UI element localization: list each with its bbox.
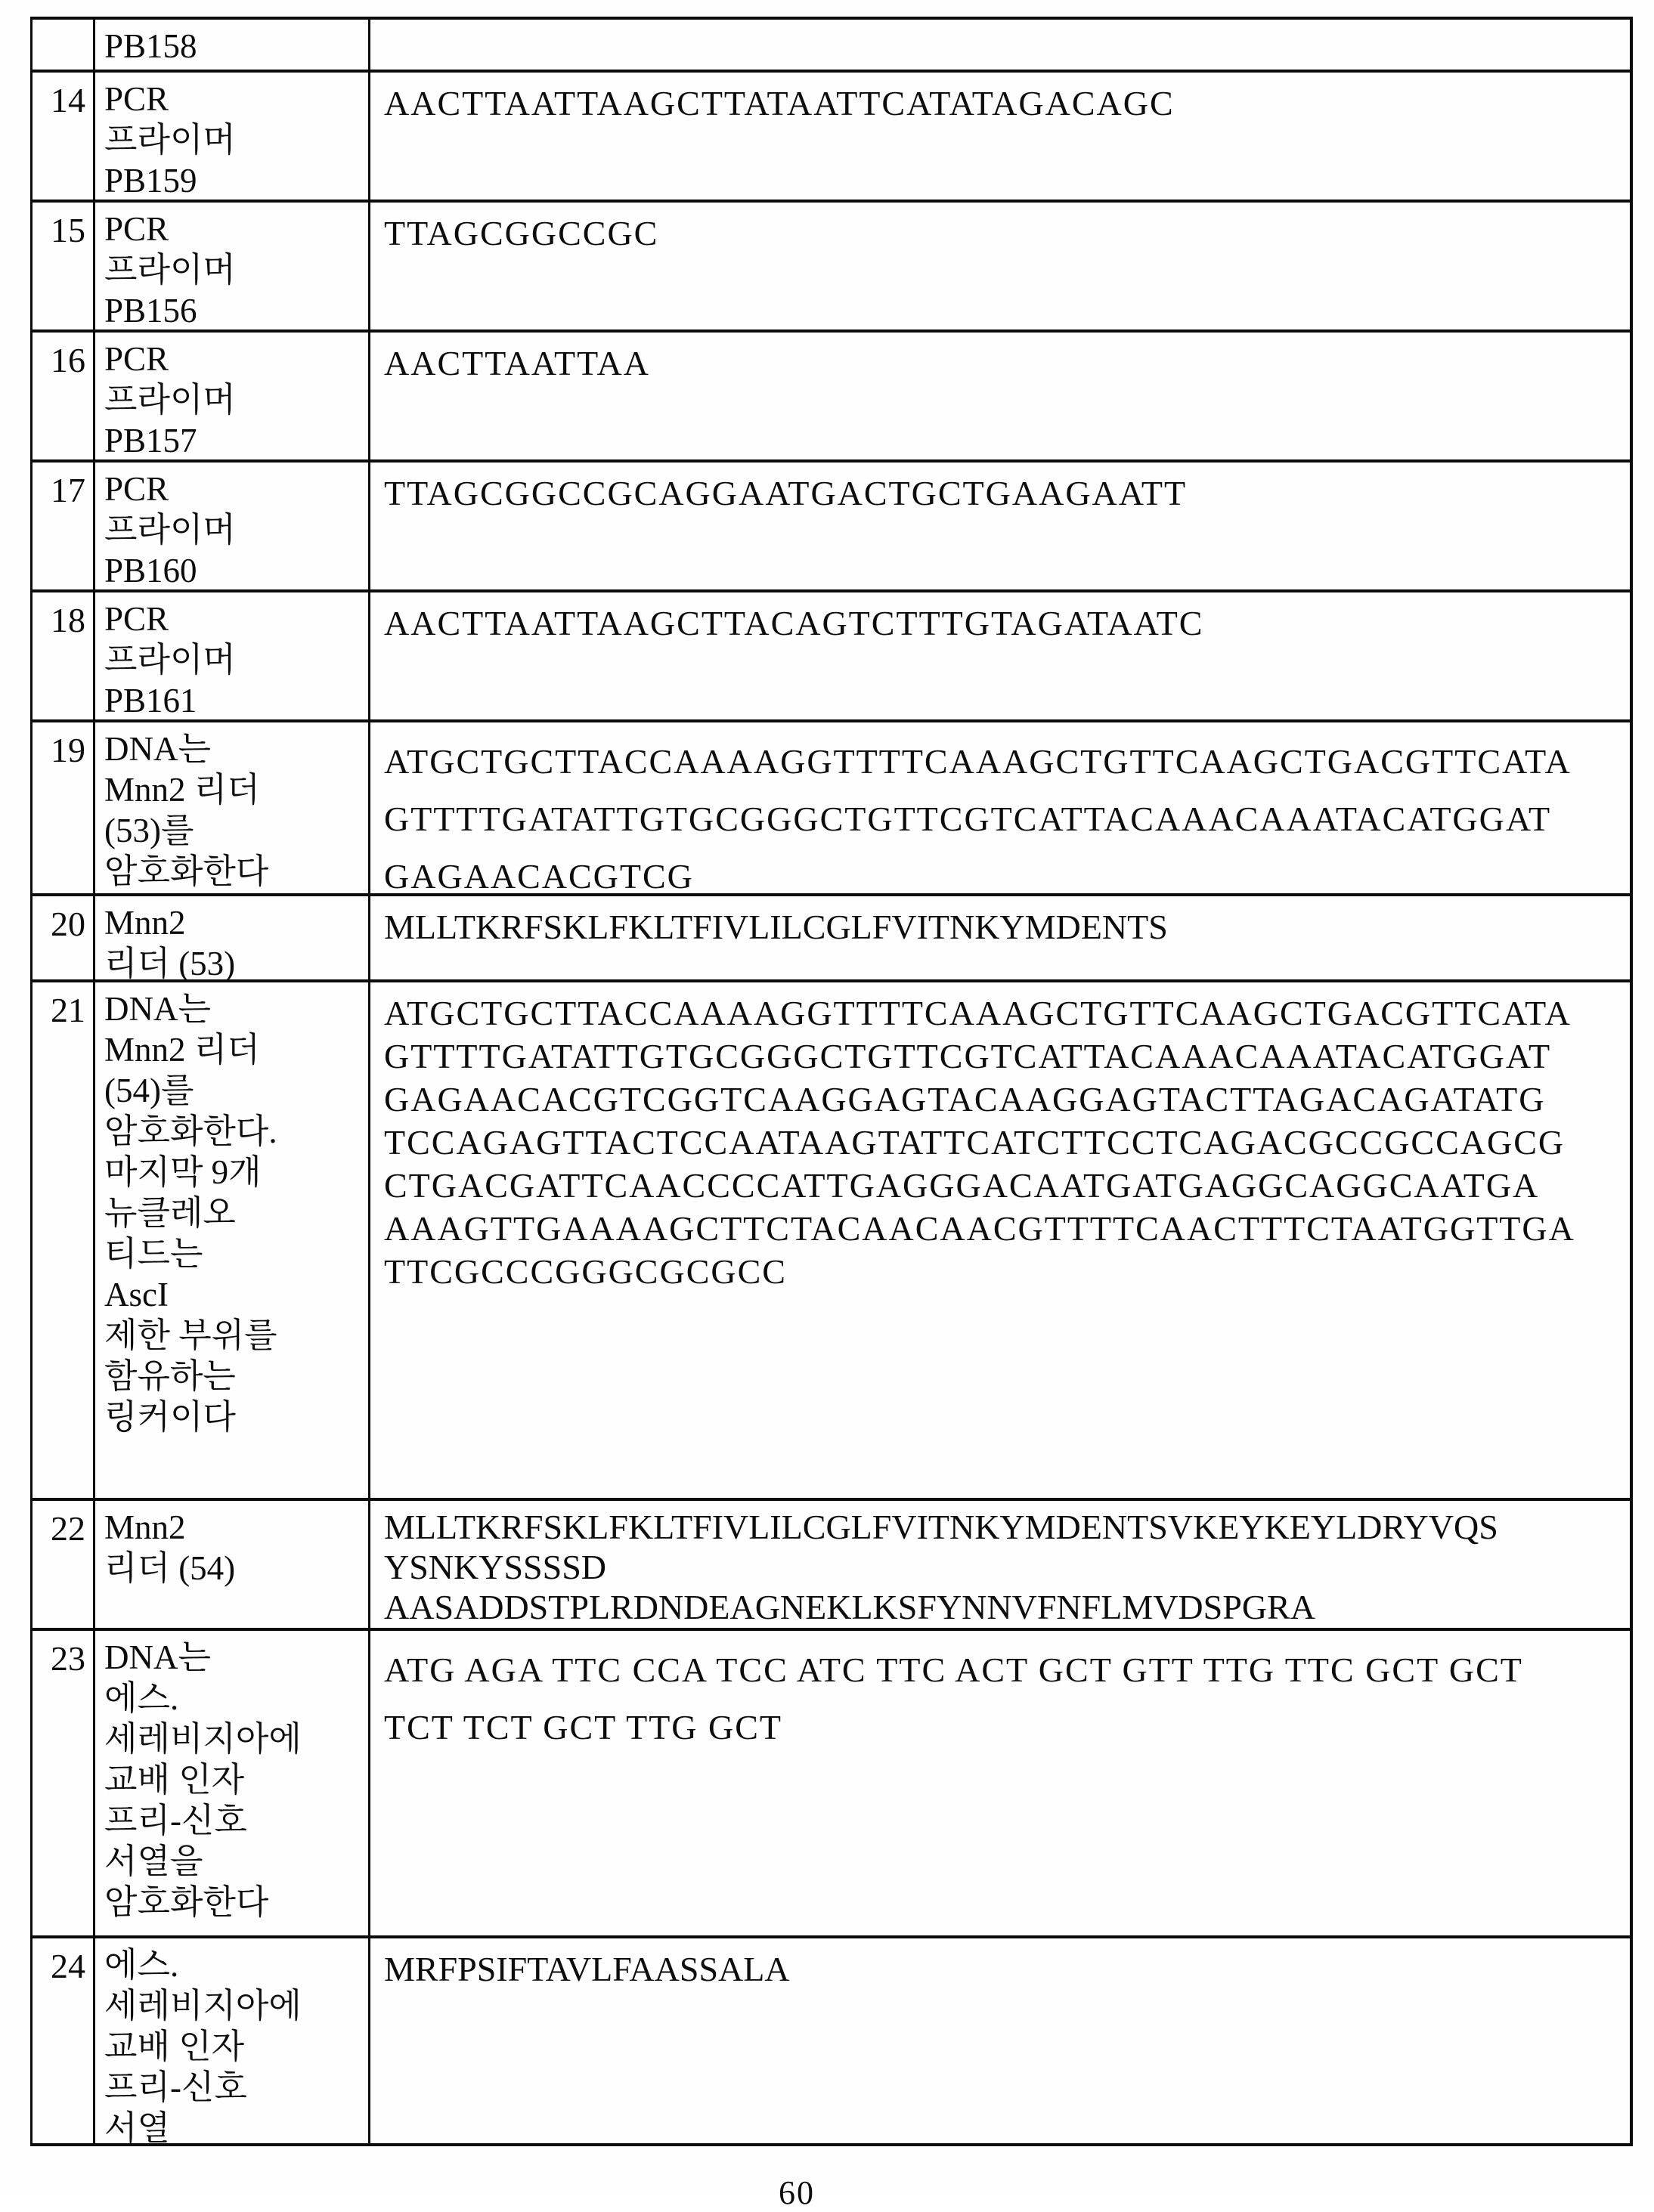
row-number: 23	[51, 1639, 85, 1678]
row-sequence: ATGCTGCTTACCAAAAGGTTTTCAAAGCTGTTCAAGCTGACGTTCATA GTTTTGATATTGTGCGGGCTGTTCGTCATTACAAACAAATACATGGAT GAGAACACGTCGGTCAAGGAGTACAAGGAGTACTTAGACAGATATG TCCAGAGTTACTCCAATAAGTATTCATCTTCCTCAGACGCCGCCAGCG CTGACGATTCAACCCCATTGAGGGACAATGATGAGGCAGGCAATGA AAAGTTGAAAAGCTTCTACAACAACGTTTTCAACTTTCTAATGGTTGA TTCGCCCGGGCGCGCC	[368, 982, 1630, 1498]
table-row	[33, 979, 1630, 1498]
row-label: PCR 프라이머 PB159	[93, 73, 368, 200]
row-sequence: TTAGCGGCCGCAGGAATGACTGCTGAAGAATT	[368, 463, 1630, 589]
row-sequence: AACTTAATTAAGCTTACAGTCTTTGTAGATAATC	[368, 592, 1630, 719]
page-number: 60	[779, 2174, 815, 2211]
row-sequence: MLLTKRFSKLFKLTFIVLILCGLFVITNKYMDENTS	[368, 896, 1630, 979]
table-row	[33, 70, 1630, 200]
row-number: 24	[51, 1947, 85, 1985]
row-number: 18	[51, 601, 85, 639]
row-sequence: AACTTAATTAAGCTTATAATTCATATAGACAGC	[368, 73, 1630, 200]
row-sequence	[368, 20, 1630, 70]
row-number: 14	[51, 81, 85, 119]
table-row	[33, 200, 1630, 329]
row-label: 에스. 세레비지아에 교배 인자 프리-신호 서열	[93, 1938, 368, 2143]
row-label: PCR 프라이머 PB157	[93, 333, 368, 459]
table-row	[33, 329, 1630, 459]
row-label: PB158	[93, 20, 368, 70]
row-label: PCR 프라이머 PB160	[93, 463, 368, 589]
row-number: 22	[51, 1509, 85, 1548]
row-sequence: ATGCTGCTTACCAAAAGGTTTTCAAAGCTGTTCAAGCTGACGTTCATA GTTTTGATATTGTGCGGGCTGTTCGTCATTACAAACAAATACATGGAT GAGAACACGTCG	[368, 722, 1630, 893]
table-row	[33, 20, 1630, 70]
table-row	[33, 589, 1630, 719]
row-sequence: MLLTKRFSKLFKLTFIVLILCGLFVITNKYMDENTSVKEYKEYLDRYVQS YSNKYSSSSD AASADDSTPLRDNDEAGNEKLKSFYNNVFNFLMVDSPGRA	[368, 1501, 1630, 1628]
row-number: 15	[51, 211, 85, 249]
row-sequence: ATG AGA TTC CCA TCC ATC TTC ACT GCT GTT TTG TTC GCT GCT TCT TCT GCT TTG GCT	[368, 1631, 1630, 1935]
row-label: DNA는 Mnn2 리더 (54)를 암호화한다. 마지막 9개 뉴클레오 티드는 AscI 제한 부위를 함유하는 링커이다	[93, 982, 368, 1498]
row-label: DNA는 에스. 세레비지아에 교배 인자 프리-신호 서열을 암호화한다	[93, 1631, 368, 1935]
row-number: 17	[51, 471, 85, 509]
row-sequence: AACTTAATTAA	[368, 333, 1630, 459]
row-number	[33, 20, 93, 70]
row-label: Mnn2 리더 (53)	[93, 896, 368, 979]
row-label: DNA는 Mnn2 리더 (53)를 암호화한다	[93, 722, 368, 893]
table-row	[33, 1628, 1630, 1935]
row-label: PCR 프라이머 PB161	[93, 592, 368, 719]
table-row	[33, 1498, 1630, 1628]
row-number: 16	[51, 341, 85, 379]
row-label: PCR 프라이머 PB156	[93, 203, 368, 329]
row-sequence: TTAGCGGCCGC	[368, 203, 1630, 329]
table-row	[33, 893, 1630, 982]
row-sequence: MRFPSIFTAVLFAASSALA	[368, 1938, 1630, 2143]
table-row	[33, 1935, 1630, 2147]
table-row	[33, 719, 1630, 896]
row-number: 19	[51, 731, 85, 769]
sequence-table	[30, 17, 1633, 2146]
row-label: Mnn2 리더 (54)	[93, 1501, 368, 1628]
row-number: 20	[51, 905, 85, 943]
row-number: 21	[51, 991, 85, 1029]
table-row	[33, 459, 1630, 589]
